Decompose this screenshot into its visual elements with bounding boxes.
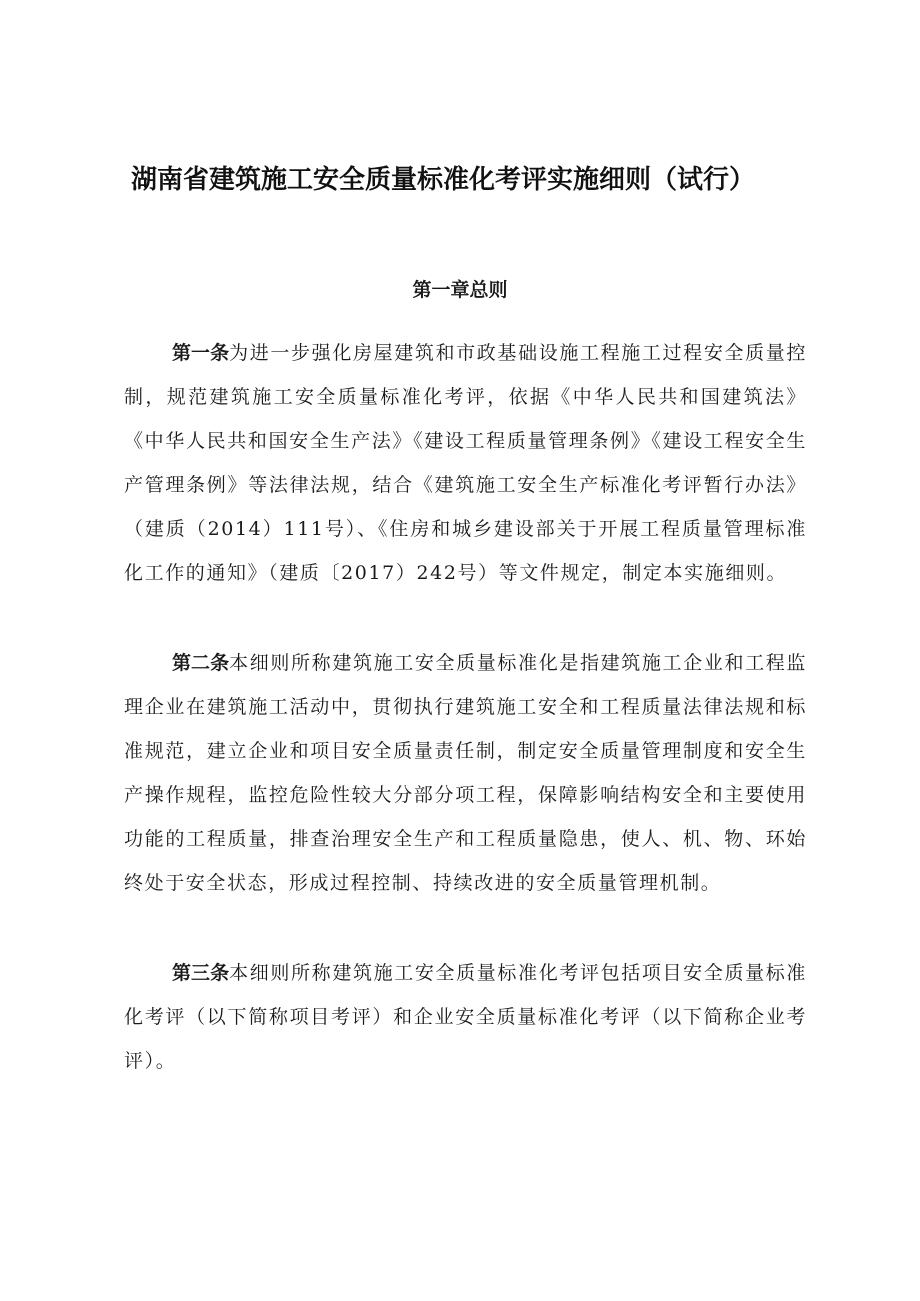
article-text: 为进一步强化房屋建筑和市政基础设施工程施工过程安全质量控制，规范建筑施工安全质量标准化考评，依据《中华人民共和国建筑法》《中华人民共和国安全生产法》《建设工程质量管理条例》《建设工程安全生产管理条例》等法律法规，结合《建筑施工安全生产标准化考评暂行办法》（建质（2014）111号）、《住房和城乡建设部关于开展工程质量管理标准化工作的通知》（建质〔2017）242号）等文件规定，制定本实施细则。 [124, 342, 807, 584]
article-text: 本细则所称建筑施工安全质量标准化是指建筑施工企业和工程监理企业在建筑施工活动中，贯彻执行建筑施工安全和工程质量法律法规和标准规范，建立企业和项目安全质量责任制，制定安全质量管理制度和安全生产操作规程，监控危险性较大分部分项工程，保障影响结构安全和主要使用功能的工程质量，排查治理安全生产和工程质量隐患，使人、机、物、环始终处于安全状态，形成过程控制、持续改进的安全质量管理机制。 [124, 652, 807, 894]
article-paragraph [124, 641, 807, 905]
document-title: 湖南省建筑施工安全质量标准化考评实施细则（试行） [131, 165, 756, 195]
article-label: 第三条 [172, 962, 230, 984]
article-paragraph [124, 331, 807, 595]
chapter-heading: 第一章总则 [412, 279, 508, 301]
article-label: 第二条 [172, 652, 230, 674]
article-paragraph [124, 951, 807, 1083]
article-text: 本细则所称建筑施工安全质量标准化考评包括项目安全质量标准化考评（以下简称项目考评）和企业安全质量标准化考评（以下简称企业考评）。 [124, 962, 807, 1072]
article-label: 第一条 [172, 342, 230, 364]
